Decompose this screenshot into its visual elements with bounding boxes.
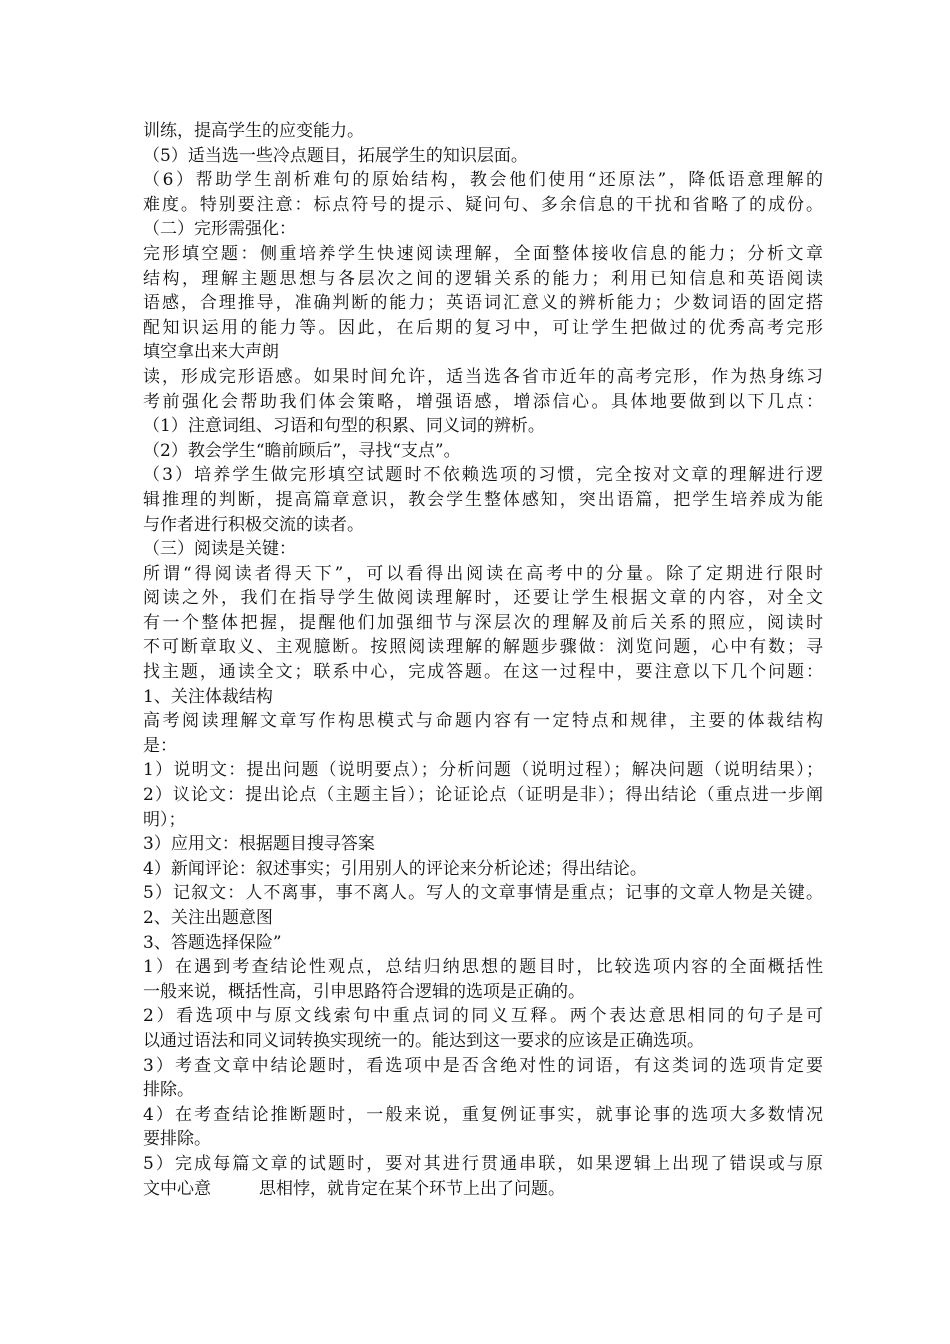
document-line: 要排除。: [143, 1129, 211, 1150]
document-line: 与作者进行积极交流的读者。: [143, 514, 364, 535]
document-line: 4）在考查结论推断题时，一般来说，重复例证事实，就事论事的选项大多数情况: [143, 1104, 823, 1125]
document-line: 高考阅读理解文章写作构思模式与命题内容有一定特点和规律，主要的体裁结构: [143, 711, 823, 732]
document-line: 1）在遇到考查结论性观点，总结归纳思想的题目时，比较选项内容的全面概括性: [143, 957, 823, 978]
document-line: 结构，理解主题思想与各层次之间的逻辑关系的能力；利用已知信息和英语阅读: [143, 268, 823, 289]
document-line: 2、关注出题意图: [143, 908, 273, 928]
document-line: 难度。特别要注意：标点符号的提示、疑问句、多余信息的干扰和省略了的成份。: [143, 194, 823, 215]
document-line: （三）阅读是关键：: [143, 539, 296, 560]
document-line: 3、答题选择保险”: [143, 932, 282, 953]
document-line: 填空拿出来大声朗: [143, 342, 279, 363]
document-line: 配知识运用的能力等。因此，在后期的复习中，可让学生把做过的优秀高考完形: [143, 317, 823, 338]
document-line: 辑推理的判断，提高篇章意识，教会学生整体感知，突出语篇，把学生培养成为能: [143, 489, 823, 510]
document-line: 完形填空题：侧重培养学生快速阅读理解，全面整体接收信息的能力；分析文章: [143, 243, 823, 264]
document-line: 5）记叙文：人不离事，事不离人。写人的文章事情是重点；记事的文章人物是关键。: [143, 883, 823, 904]
document-line: 语感，合理推导，准确判断的能力；英语词汇意义的辨析能力；少数词语的固定搭: [143, 293, 823, 314]
document-line: 是：: [143, 735, 177, 756]
document-line: （6）帮助学生剖析难句的原始结构，教会他们使用“还原法”，降低语意理解的: [143, 170, 823, 191]
document-line: 1、关注体裁结构: [143, 686, 273, 707]
document-line: 训练，提高学生的应变能力。: [143, 121, 364, 141]
document-line: （3）培养学生做完形填空试题时不依赖选项的习惯，完全按对文章的理解进行逻: [143, 465, 823, 486]
document-line: 1）说明文：提出问题（说明要点）；分析问题（说明过程）；解决问题（说明结果）；: [143, 760, 823, 781]
last-line-part1: 文中心意: [143, 1178, 211, 1199]
document-body: [143, 119, 823, 1201]
document-line: 考前强化会帮助我们体会策略，增强语感，增添信心。具体地要做到以下几点：: [143, 391, 823, 412]
document-line: （2）教会学生“瞻前顾后”，寻找“支点”。: [143, 440, 461, 461]
document-line: 排除。: [143, 1080, 194, 1101]
document-line: （5）适当选一些冷点题目，拓展学生的知识层面。: [143, 145, 528, 166]
document-line: 阅读之外，我们在指导学生做阅读理解时，还要让学生根据文章的内容，对全文: [143, 588, 823, 609]
document-line: 5）完成每篇文章的试题时，要对其进行贯通串联，如果逻辑上出现了错误或与原: [143, 1153, 823, 1174]
document-line: 明）；: [143, 809, 186, 830]
document-line: （二）完形需强化：: [143, 219, 296, 240]
document-line: 所谓“得阅读者得天下”，可以看得出阅读在高考中的分量。除了定期进行限时: [143, 563, 823, 584]
document-line: 4）新闻评论：叙述事实；引用别人的评论来分析论述；得出结论。: [143, 858, 647, 879]
document-line: 以通过语法和同义词转换实现统一的。能达到这一要求的应该是正确选项。: [143, 1030, 704, 1051]
document-line: （1）注意词组、习语和句型的积累、同义词的辨析。: [143, 416, 545, 437]
document-line: 读，形成完形语感。如果时间允许，适当选各省市近年的高考完形，作为热身练习: [143, 366, 823, 387]
document-line: 有一个整体把握，提醒他们加强细节与深层次的理解及前后关系的照应，阅读时: [143, 612, 823, 633]
document-line: 找主题，通读全文；联系中心，完成答题。在这一过程中，要注意以下几个问题：: [143, 662, 823, 683]
document-line: 3）考查文章中结论题时，看选项中是否含绝对性的词语，有这类词的选项肯定要: [143, 1055, 823, 1076]
document-line-last: [143, 1177, 823, 1202]
document-line: 3）应用文：根据题目搜寻答案: [143, 834, 375, 855]
last-line-part2: 思相悖，就肯定在某个环节上出了问题。: [259, 1178, 565, 1199]
document-line: 2）议论文：提出论点（主题主旨）；论证论点（证明是非）；得出结论（重点进一步阐: [143, 785, 823, 806]
document-line: 2）看选项中与原文线索句中重点词的同义互释。两个表达意思相同的句子是可: [143, 1006, 823, 1027]
document-line: 一般来说，概括性高，引申思路符合逻辑的选项是正确的。: [143, 981, 585, 1002]
document-line: 不可断章取义、主观臆断。按照阅读理解的解题步骤做：浏览问题，心中有数；寻: [143, 637, 823, 658]
